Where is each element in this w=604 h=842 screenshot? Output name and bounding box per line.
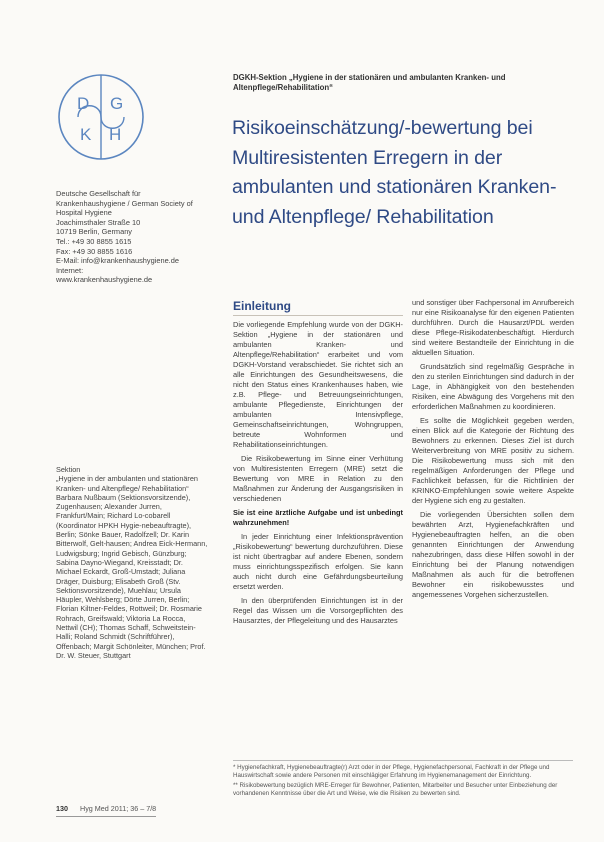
section-supra-title: DGKH-Sektion „Hygiene in der stationären und ambulanten Kranken- und Altenpflege/Rehabilitation“ — [233, 73, 506, 92]
paragraph: Die Risikobewertung im Sinne einer Verhütung von Multiresistenten Erregern (MRE) setzt die Bewertung von MRE in Relation zu den Maßnahmen zur Änderung der Ausgangsrisiken in verschiedenen — [233, 454, 403, 503]
paragraph: und sonstiger über Fachpersonal im Anrufbereich nur eine Risikoanalyse für den eigenen Patienten durchführen. Durch die Hausarzt/PDL werden diese Pflege-Risikodatenbeschäftigt. Hierdurch sind weitere Bestandteile der Einrichtung in die aktuellen Situation. — [412, 298, 574, 357]
org-fax: Fax: +49 30 8855 1616 — [56, 246, 133, 256]
sektion-members: Barbara Nußbaum (Sektionsvorsitzende), Zugenhausen; Alexander Jurren, Frankfurt/Main; Richard Lo-cobarell (Koordinator HPKH Hygie-nebeauftragte), Berlin; Sönke Bauer, Radolfzell; Dr. Karin Bitterwolf, Gelt-hausen; Andrea Eick-Hermann, Ludwigsburg; Ingrid Gebisch, Günzburg; Sabina Dayno-Wiegand, Kreisstadt; Dr. Michael Eckardt, Groß-Umstadt; Juliana Dräger, Duisburg; Elisabeth Groß (Stv. Sektionsvorsitzende), Muehlau; Ursula Häupler, Wehlsberg; Dörte Jurren, Berlin; Florian Kiltner-Feldes, Rottweil; Dr. Rosmarie Rohrach, Greifswald; Viktoria La Rocca, Nettwil (CH); Thomas Schaff, Schweitstein-Halli; Roland Schmidt (Schriftführer), Offenbach; Margit Schönleiter, München; Prof. Dr. W. Steuer, Stuttgart — [56, 492, 208, 660]
journal-citation: Hyg Med 2011; 36 – 7/8 — [80, 804, 157, 813]
org-address-city: 10719 Berlin, Germany — [56, 227, 132, 237]
paragraph: In den überprüfenden Einrichtungen ist in der Regel das Wissen um die Vorsorgepflichten des Hausarztes, der Pflegeleitung und des Hausarztes — [233, 596, 403, 625]
body-column-right — [412, 298, 574, 604]
page-footer — [56, 804, 256, 813]
org-contact-block — [56, 189, 208, 285]
footnote: ** Risikobewertung bezüglich MRE-Erreger für Bewohner, Patienten, Mitarbeiter und Besucher unter Einbeziehung der vorhandenen Kenntnisse über die Art und Weise, wie die Risiken zu bewerten sind. — [233, 782, 558, 797]
footnotes — [233, 760, 573, 800]
sektion-name: „Hygiene in der ambulanten und stationären Kranken- und Altenpflege/ Rehabilitation“ — [56, 474, 198, 493]
page-number: 130 — [56, 804, 68, 813]
body-column-left — [233, 298, 403, 630]
paragraph: Grundsätzlich sind regelmäßig Gespräche in den zu sterilen Einrichtungen sind dadurch in der Lage, in Abhängigkeit von den bestehenden Risiken, eine Abwägung des Vorgehens mit den erforderlichen Maßnahmen zu koordinieren. — [412, 362, 574, 411]
org-tel: Tel.: +49 30 8855 1615 — [56, 236, 132, 246]
org-url-link[interactable]: www.krankenhaushygiene.de — [56, 275, 153, 285]
svg-text:K: K — [80, 125, 92, 144]
article-title: Risikoeinschätzung/-bewertung bei Multiresistenten Erregern in der ambulanten und stationären Kranken- und Altenpflege/ Rehabilitation — [232, 117, 557, 228]
svg-text:G: G — [110, 94, 124, 113]
org-internet-label: Internet: — [56, 265, 84, 275]
org-email[interactable]: E-Mail: info@krankenhaushygiene.de — [56, 256, 179, 266]
paragraph: In jeder Einrichtung einer Infektionsprävention „Risikobewertung“ bewertung durchzuführen. Diese ist nicht übertragbar auf andere Ebenen, sondern muss einrichtungsspezifisch erfolgen. Sie kann auch nicht durch eine Gefährdungsbeurteilung ersetzt werden. — [233, 532, 403, 591]
subheading: Sie ist eine ärztliche Aufgabe und ist unbedingt wahrzunehmen! — [233, 508, 403, 527]
footnote: * Hygienefachkraft, Hygienebeauftragte(r) Arzt oder in der Pflege, Hygienefachpersonal, Fachkraft in der Pflege und Hauswirtschaft sowie andere Personen mit einschlägiger Erfahrung im Hygienemanagement der Einrichtung. — [233, 764, 550, 779]
paragraph: Die vorliegenden Übersichten sollen dem bewährten Arzt, Hygienefachkräften und Hygienebeauftragten helfen, an die oben genannten Einrichtungen der Anwendung nahezubringen, dass diese Hilfen sowohl in der Einrichtung bei der Planung notwendigen Maßnahmen als auch für die betroffenen Bewohner ein risikobewusstes und angemessenes Vorgehen sicherzustellen. — [412, 510, 574, 599]
sektion-block — [56, 465, 208, 660]
org-name: Deutsche Gesellschaft für Krankenhaushygiene / German Society of Hospital Hygiene — [56, 189, 193, 218]
dgkh-logo — [56, 72, 146, 162]
sektion-label: Sektion — [56, 465, 81, 474]
svg-text:D: D — [77, 94, 90, 113]
paragraph: Die vorliegende Empfehlung wurde von der DGKH-Sektion „Hygiene in der stationären und ambulanten Kranken- und Altenpflege/Rehabilitation“ erarbeitet und vom DGKH-Vorstand verabschiedet. Sie richtet sich an alle Einrichtungen des Gesundheitswesens, die nicht den Status eines Krankenhauses haben, wie z.B. Pflege- und Betreuungseinrichtungen, ambulante Pflegedienste, Einrichtungen der ambulanten Intensivpflege, Gemeinschaftseinrichtungen, Wohngruppen, betreute Wohnformen und Rehabilitationseinrichtungen. — [233, 320, 403, 449]
paragraph: Es sollte die Möglichkeit gegeben werden, einen Blick auf die Kategorie der Richtung des Bewohners zu erkennen. Dieses Ziel ist durch Weiterverbreitung von MRE positiv zu sichern. Die Risikobewertung muss sich mit den regelmäßigen Anforderungen der Pflege und Fachlichkeit befassen, für die Richtlinien der KRINKO-Empfehlungen sowie weitere Aspekte der Hygiene sich eng zu gestalten. — [412, 416, 574, 505]
svg-text:H: H — [109, 125, 122, 144]
footer-rule — [56, 816, 156, 817]
einleitung-heading: Einleitung — [233, 298, 403, 316]
org-address-street: Joachimsthaler Straße 10 — [56, 217, 141, 227]
